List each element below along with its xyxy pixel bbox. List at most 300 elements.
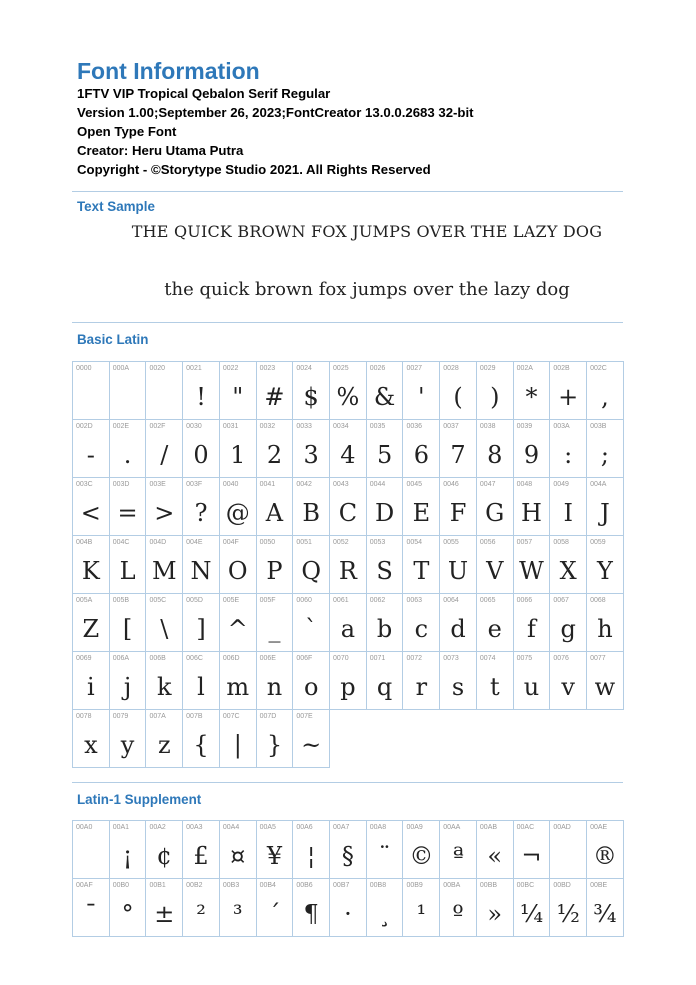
- glyph-cell: [367, 420, 404, 478]
- glyph-cell: [146, 478, 183, 536]
- glyph-cell: [403, 821, 440, 879]
- glyph-character: ¬: [521, 842, 542, 870]
- glyph-character: \: [160, 615, 169, 643]
- glyph-cell: [403, 652, 440, 710]
- glyph-cell: [220, 879, 257, 937]
- glyph-character: u: [523, 673, 540, 701]
- glyph-codepoint: 005A: [76, 597, 93, 604]
- glyph-cell: [110, 536, 147, 594]
- glyph-character: 6: [413, 441, 429, 469]
- glyph-cell: [110, 652, 147, 710]
- glyph-cell: [514, 478, 551, 536]
- glyph-character: Q: [301, 557, 322, 585]
- glyph-codepoint: 007E: [296, 713, 313, 720]
- glyph-character: ¢: [156, 842, 172, 870]
- glyph-character: C: [338, 499, 358, 527]
- uppercase-sample: THE QUICK BROWN FOX JUMPS OVER THE LAZY DOG: [131, 222, 603, 241]
- glyph-cell: [293, 652, 330, 710]
- glyph-character: ¹: [416, 900, 427, 928]
- glyph-cell: [293, 879, 330, 937]
- glyph-character: ³: [232, 900, 243, 928]
- glyph-codepoint: 00A4: [222, 824, 240, 831]
- glyph-codepoint: 003B: [590, 423, 607, 430]
- glyph-codepoint: 004A: [590, 481, 607, 488]
- glyph-cell: [367, 821, 404, 879]
- glyph-character: `: [305, 615, 318, 643]
- glyph-character: o: [303, 673, 319, 701]
- glyph-cell: [257, 652, 294, 710]
- glyph-character: ¯: [84, 900, 97, 928]
- glyph-codepoint: 007D: [259, 713, 277, 720]
- glyph-character: Z: [82, 615, 100, 643]
- glyph-cell: [440, 821, 477, 879]
- glyph-cell: [146, 710, 183, 768]
- glyph-cell: [587, 362, 624, 420]
- glyph-cell: [550, 420, 587, 478]
- glyph-codepoint: 0075: [516, 655, 533, 662]
- glyph-character: H: [521, 499, 542, 527]
- glyph-character: +: [558, 383, 579, 411]
- glyph-character: !: [196, 383, 206, 411]
- glyph-cell: [257, 536, 294, 594]
- glyph-character: ª: [452, 842, 464, 870]
- glyph-cell: [440, 420, 477, 478]
- section-divider: [72, 191, 623, 192]
- glyph-character: J: [600, 499, 610, 527]
- glyph-codepoint: 006B: [149, 655, 166, 662]
- font-version: Version 1.00;September 26, 2023;FontCreator 13.0.0.2683 32-bit: [77, 105, 474, 120]
- glyph-character: N: [190, 557, 212, 585]
- glyph-codepoint: 004B: [76, 539, 93, 546]
- glyph-codepoint: 007B: [186, 713, 203, 720]
- glyph-character: ]: [196, 615, 206, 643]
- glyph-codepoint: 004D: [149, 539, 167, 546]
- page-title: Font Information: [77, 58, 260, 84]
- glyph-cell: [440, 478, 477, 536]
- glyph-character: L: [119, 557, 136, 585]
- glyph-codepoint: 00A5: [259, 824, 276, 831]
- glyph-codepoint: 0032: [259, 423, 276, 430]
- glyph-cell: [403, 879, 440, 937]
- glyph-cell: [293, 478, 330, 536]
- font-name: 1FTV VIP Tropical Qebalon Serif Regular: [77, 86, 331, 101]
- glyph-character: :: [564, 441, 573, 469]
- glyph-character: 9: [523, 441, 540, 469]
- glyph-codepoint: 00BA: [443, 882, 461, 889]
- glyph-codepoint: 00A0: [76, 824, 93, 831]
- glyph-character: ¼: [519, 900, 544, 928]
- glyph-codepoint: 0047: [479, 481, 496, 488]
- glyph-cell: [367, 478, 404, 536]
- glyph-character: =: [117, 499, 138, 527]
- glyph-codepoint: 00BC: [516, 882, 535, 889]
- glyph-codepoint: 006D: [222, 655, 240, 662]
- glyph-character: ·: [344, 900, 352, 928]
- glyph-codepoint: 002A: [516, 365, 533, 372]
- glyph-character: ¸: [378, 900, 391, 928]
- glyph-cell: [330, 652, 367, 710]
- glyph-cell: [293, 710, 330, 768]
- glyph-character: /: [160, 441, 169, 469]
- glyph-cell: [514, 362, 551, 420]
- glyph-cell: [146, 821, 183, 879]
- glyph-character: a: [340, 615, 356, 643]
- glyph-cell: [367, 879, 404, 937]
- basic-latin-heading: Basic Latin: [77, 332, 149, 347]
- glyph-cell: [477, 536, 514, 594]
- glyph-codepoint: 00B7: [333, 882, 350, 889]
- glyph-character: ¦: [307, 842, 316, 870]
- glyph-cell: [220, 652, 257, 710]
- glyph-codepoint: 0073: [443, 655, 459, 662]
- glyph-character: A: [265, 499, 284, 527]
- glyph-character: £: [193, 842, 209, 870]
- glyph-cell: [403, 478, 440, 536]
- glyph-cell: [183, 652, 220, 710]
- glyph-cell: [330, 879, 367, 937]
- glyph-codepoint: 0051: [296, 539, 312, 546]
- glyph-codepoint: 003D: [112, 481, 130, 488]
- glyph-character: @: [225, 499, 250, 527]
- glyph-codepoint: 0036: [406, 423, 423, 430]
- glyph-codepoint: 0020: [149, 365, 166, 372]
- glyph-codepoint: 0054: [406, 539, 423, 546]
- glyph-codepoint: 0041: [259, 481, 276, 488]
- glyph-cell: [110, 478, 147, 536]
- glyph-codepoint: 00A2: [149, 824, 166, 831]
- glyph-character: ¤: [230, 842, 246, 870]
- glyph-codepoint: 00AD: [553, 824, 571, 831]
- glyph-codepoint: 003C: [76, 481, 93, 488]
- glyph-codepoint: 0022: [222, 365, 239, 372]
- glyph-character: _: [268, 615, 281, 643]
- glyph-character: r: [415, 673, 428, 701]
- glyph-character: G: [485, 499, 505, 527]
- glyph-character: d: [450, 615, 466, 643]
- glyph-cell: [257, 710, 294, 768]
- glyph-codepoint: 004C: [112, 539, 130, 546]
- glyph-codepoint: 005D: [186, 597, 203, 604]
- glyph-cell: [183, 710, 220, 768]
- glyph-cell: [73, 652, 110, 710]
- glyph-character: |: [233, 731, 242, 759]
- glyph-character: ): [490, 383, 500, 411]
- glyph-codepoint: 0060: [296, 597, 312, 604]
- glyph-codepoint: 0026: [369, 365, 386, 372]
- glyph-cell: [550, 536, 587, 594]
- glyph-character: #: [264, 383, 285, 411]
- glyph-codepoint: 0061: [333, 597, 349, 604]
- glyph-character: t: [489, 673, 500, 701]
- glyph-cell: [587, 594, 624, 652]
- glyph-character: »: [487, 900, 503, 928]
- glyph-codepoint: 0057: [516, 539, 533, 546]
- glyph-cell: [146, 879, 183, 937]
- glyph-cell: [183, 362, 220, 420]
- glyph-codepoint: 0031: [222, 423, 239, 430]
- section-divider: [72, 782, 623, 783]
- glyph-character: e: [487, 615, 502, 643]
- glyph-character: l: [197, 673, 205, 701]
- glyph-character: F: [449, 499, 467, 527]
- glyph-character: w: [594, 673, 616, 701]
- glyph-character: m: [226, 673, 250, 701]
- glyph-character: W: [519, 557, 544, 585]
- glyph-character: ;: [600, 441, 609, 469]
- glyph-cell: [330, 594, 367, 652]
- glyph-codepoint: 0045: [406, 481, 423, 488]
- glyph-cell: [183, 420, 220, 478]
- glyph-character: ": [232, 383, 244, 411]
- glyph-cell: [514, 594, 551, 652]
- glyph-cell: [440, 652, 477, 710]
- glyph-character: ©: [409, 842, 434, 870]
- glyph-character: }: [266, 731, 283, 759]
- glyph-cell: [293, 594, 330, 652]
- glyph-character: ¶: [303, 900, 319, 928]
- glyph-character: ¥: [266, 842, 283, 870]
- glyph-codepoint: 00B4: [259, 882, 276, 889]
- glyph-cell: [146, 652, 183, 710]
- glyph-character: ¡: [122, 842, 133, 870]
- glyph-cell: [367, 536, 404, 594]
- glyph-codepoint: 00A7: [333, 824, 350, 831]
- glyph-codepoint: 0035: [369, 423, 386, 430]
- glyph-character: ¾: [593, 900, 617, 928]
- glyph-character: ½: [556, 900, 580, 928]
- glyph-cell: [587, 821, 624, 879]
- glyph-codepoint: 00B2: [186, 882, 203, 889]
- glyph-character: I: [563, 499, 573, 527]
- glyph-character: D: [374, 499, 395, 527]
- glyph-codepoint: 00B3: [222, 882, 240, 889]
- glyph-character: .: [123, 441, 132, 469]
- glyph-codepoint: 0078: [76, 713, 92, 720]
- glyph-cell: [146, 594, 183, 652]
- glyph-character: S: [376, 557, 393, 585]
- glyph-cell: [514, 420, 551, 478]
- glyph-codepoint: 003A: [553, 423, 570, 430]
- glyph-codepoint: 0070: [333, 655, 349, 662]
- glyph-codepoint: 002C: [590, 365, 607, 372]
- glyph-cell: [550, 362, 587, 420]
- glyph-codepoint: 00AB: [479, 824, 498, 831]
- glyph-character: ®: [592, 842, 617, 870]
- glyph-character: ²: [196, 900, 206, 928]
- glyph-cell: [293, 536, 330, 594]
- glyph-cell: [514, 536, 551, 594]
- glyph-codepoint: 005C: [149, 597, 167, 604]
- glyph-cell: [293, 821, 330, 879]
- glyph-character: ?: [194, 499, 208, 527]
- glyph-cell: [220, 594, 257, 652]
- glyph-character: c: [414, 615, 429, 643]
- glyph-cell: [73, 879, 110, 937]
- glyph-codepoint: 0049: [553, 481, 569, 488]
- glyph-cell: [477, 821, 514, 879]
- glyph-codepoint: 0037: [443, 423, 459, 430]
- glyph-cell: [220, 710, 257, 768]
- glyph-character: P: [266, 557, 283, 585]
- glyph-codepoint: 0039: [516, 423, 533, 430]
- glyph-codepoint: 000A: [112, 365, 130, 372]
- glyph-cell: [587, 420, 624, 478]
- glyph-cell: [183, 478, 220, 536]
- glyph-cell: [477, 478, 514, 536]
- glyph-character: E: [412, 499, 431, 527]
- glyph-character: {: [193, 731, 209, 759]
- glyph-character: j: [123, 673, 132, 701]
- glyph-character: ,: [601, 383, 609, 411]
- glyph-character: i: [87, 673, 95, 701]
- glyph-cell: [587, 478, 624, 536]
- glyph-cell: [73, 594, 110, 652]
- glyph-codepoint: 006E: [259, 655, 276, 662]
- glyph-codepoint: 0038: [479, 423, 496, 430]
- font-creator: Creator: Heru Utama Putra: [77, 143, 244, 158]
- glyph-cell: [440, 536, 477, 594]
- glyph-cell: [550, 821, 587, 879]
- glyph-cell: [183, 821, 220, 879]
- glyph-codepoint: 00A3: [186, 824, 203, 831]
- glyph-codepoint: 00AC: [516, 824, 535, 831]
- glyph-cell: [477, 879, 514, 937]
- glyph-character: ¨: [378, 842, 391, 870]
- font-copyright: Copyright - ©Storytype Studio 2021. All Rights Reserved: [77, 162, 431, 177]
- glyph-cell: [440, 362, 477, 420]
- glyph-codepoint: 003E: [149, 481, 166, 488]
- glyph-cell: [73, 821, 110, 879]
- glyph-cell: [330, 821, 367, 879]
- glyph-character: n: [266, 673, 283, 701]
- glyph-cell: [146, 536, 183, 594]
- glyph-cell: [550, 594, 587, 652]
- glyph-character: Y: [597, 557, 613, 585]
- glyph-codepoint: 006C: [186, 655, 203, 662]
- text-sample-heading: Text Sample: [77, 199, 155, 214]
- glyph-codepoint: 0072: [406, 655, 423, 662]
- glyph-codepoint: 0065: [479, 597, 496, 604]
- glyph-character: (: [453, 383, 463, 411]
- glyph-character: b: [376, 615, 393, 643]
- glyph-cell: [183, 536, 220, 594]
- glyph-character: 4: [340, 441, 356, 469]
- glyph-codepoint: 00B6: [296, 882, 313, 889]
- glyph-cell: [110, 362, 147, 420]
- glyph-character: V: [486, 557, 504, 585]
- glyph-cell: [550, 652, 587, 710]
- glyph-character: [: [122, 615, 133, 643]
- glyph-codepoint: 002E: [112, 423, 130, 430]
- glyph-cell: [550, 478, 587, 536]
- glyph-codepoint: 0027: [406, 365, 423, 372]
- glyph-codepoint: 0074: [479, 655, 496, 662]
- glyph-codepoint: 0048: [516, 481, 533, 488]
- glyph-codepoint: 0023: [259, 365, 276, 372]
- glyph-codepoint: 0069: [76, 655, 92, 662]
- glyph-character: 7: [450, 441, 466, 469]
- glyph-character: ': [418, 383, 425, 411]
- glyph-cell: [477, 594, 514, 652]
- glyph-cell: [293, 362, 330, 420]
- glyph-character: 3: [303, 441, 319, 469]
- glyph-codepoint: 0000: [76, 365, 92, 372]
- glyph-cell: [183, 879, 220, 937]
- glyph-cell: [367, 362, 404, 420]
- glyph-character: 5: [376, 441, 393, 469]
- glyph-codepoint: 0056: [479, 539, 496, 546]
- glyph-codepoint: 0043: [333, 481, 349, 488]
- glyph-codepoint: 0028: [443, 365, 459, 372]
- glyph-codepoint: 00A9: [406, 824, 423, 831]
- glyph-codepoint: 0029: [479, 365, 496, 372]
- latin1-supplement-heading: Latin-1 Supplement: [77, 792, 202, 807]
- glyph-codepoint: 00BB: [479, 882, 498, 889]
- glyph-codepoint: 00B8: [369, 882, 387, 889]
- glyph-character: ^: [227, 615, 248, 643]
- glyph-cell: [73, 710, 110, 768]
- glyph-cell: [73, 420, 110, 478]
- glyph-codepoint: 0034: [333, 423, 349, 430]
- glyph-cell: [220, 478, 257, 536]
- glyph-codepoint: 004F: [222, 539, 239, 546]
- glyph-codepoint: 00AE: [590, 824, 608, 831]
- glyph-character: M: [152, 557, 177, 585]
- glyph-codepoint: 0021: [186, 365, 202, 372]
- glyph-codepoint: 005F: [259, 597, 276, 604]
- glyph-codepoint: 00AA: [443, 824, 461, 831]
- glyph-codepoint: 0050: [259, 539, 276, 546]
- glyph-codepoint: 003F: [186, 481, 203, 488]
- glyph-character: q: [376, 673, 393, 701]
- glyph-character: T: [413, 557, 430, 585]
- glyph-codepoint: 0053: [369, 539, 386, 546]
- glyph-codepoint: 0024: [296, 365, 312, 372]
- glyph-cell: [440, 879, 477, 937]
- glyph-codepoint: 006A: [112, 655, 130, 662]
- glyph-codepoint: 0042: [296, 481, 312, 488]
- glyph-cell: [403, 536, 440, 594]
- glyph-character: 1: [230, 441, 246, 469]
- glyph-character: h: [597, 615, 613, 643]
- glyph-character: g: [560, 615, 576, 643]
- glyph-cell: [587, 879, 624, 937]
- glyph-character: y: [120, 731, 135, 759]
- glyph-character: >: [154, 499, 175, 527]
- glyph-codepoint: 007A: [149, 713, 166, 720]
- glyph-cell: [220, 536, 257, 594]
- glyph-codepoint: 0046: [443, 481, 459, 488]
- glyph-character: %: [336, 383, 360, 411]
- glyph-cell: [257, 478, 294, 536]
- glyph-character: $: [303, 383, 319, 411]
- glyph-cell: [477, 420, 514, 478]
- glyph-character: 8: [487, 441, 503, 469]
- glyph-codepoint: 0079: [112, 713, 129, 720]
- glyph-codepoint: 007C: [222, 713, 240, 720]
- glyph-cell: [587, 536, 624, 594]
- glyph-cell: [514, 879, 551, 937]
- glyph-codepoint: 0059: [590, 539, 606, 546]
- glyph-character: -: [86, 441, 95, 469]
- glyph-character: p: [340, 673, 356, 701]
- glyph-codepoint: 0058: [553, 539, 569, 546]
- glyph-character: §: [341, 842, 354, 870]
- glyph-character: °: [121, 900, 134, 928]
- glyph-character: <: [80, 499, 101, 527]
- glyph-cell: [514, 821, 551, 879]
- glyph-cell: [110, 821, 147, 879]
